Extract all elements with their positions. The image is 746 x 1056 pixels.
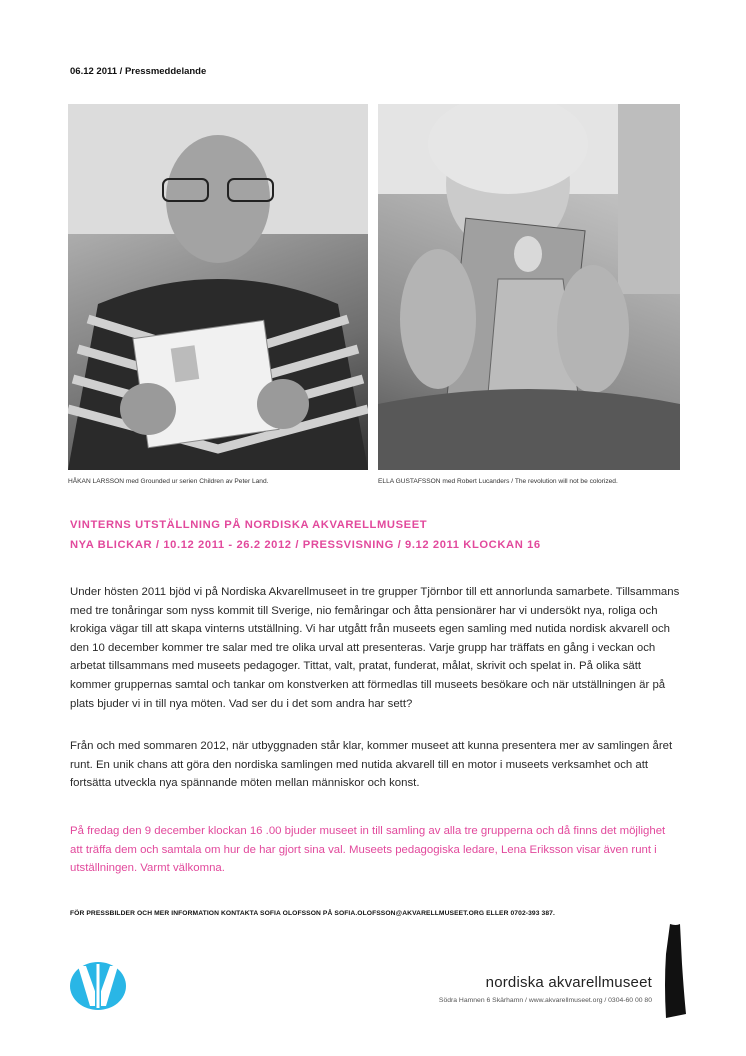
portrait-girl-illustration — [378, 104, 680, 470]
caption-left: HÅKAN LARSSON med Grounded ur serien Children av Peter Land. — [68, 478, 269, 485]
dateline: 06.12 2011 / Pressmeddelande — [70, 66, 207, 77]
address-line: Södra Hamnen 6 Skärhamn / www.akvarellmuseet.org / 0304-60 00 80 — [438, 997, 652, 1004]
brand-name: nordiska akvarellmuseet — [485, 974, 652, 991]
museum-logo-icon — [68, 960, 128, 1012]
portrait-man-illustration — [68, 104, 368, 470]
body-paragraph-1: Under hösten 2011 bjöd vi på Nordiska Akvarellmuseet in tre grupper Tjörnbor till ett annorlunda samarbete. Tillsammans med tre tonåringar som nyss kommit till Sverige, nio femåringar och åtta pensionärer har vi undersökt nya, roliga och krokiga vägar till att skapa vinterns utställning. Vi har utgått från museets egen samling med nutida nordisk akvarell och den 10 december kommer tre salar med tre olika urval att presenteras. Varje grupp har träffats en gång i veckan och arbetat tillsammans med museets pedagoger. Tittat, valt, pratat, funderat, målat, skrivit och spelat in. På olika sätt kommer gruppernas samtal och tankar om konstverken att förmedlas till museets besökare och när utställningen är på plats bjuder vi in till nya möten. Vad ser du i det som andra har sett? — [70, 586, 680, 710]
caption-right: ELLA GUSTAFSSON med Robert Lucanders / The revolution will not be colorized. — [378, 478, 618, 485]
photo-hakan-larsson — [68, 104, 368, 470]
contact-info: FÖR PRESSBILDER OCH MER INFORMATION KONTAKTA SOFIA OLOFSSON PÅ SOFIA.OLOFSSON@AKVARELLMUSEET.ORG ELLER 0702-393 387. — [70, 910, 555, 917]
headline-subtitle: NYA BLICKAR / 10.12 2011 - 26.2 2012 / PRESSVISNING / 9.12 2011 KLOCKAN 16 — [70, 539, 541, 551]
brush-stroke-icon — [660, 924, 690, 1018]
photo-ella-gustafsson — [378, 104, 680, 470]
body-paragraph-3: På fredag den 9 december klockan 16 .00 bjuder museet in till samling av alla tre grupperna och då finns det möjlighet att träffa dem och samtala om hur de har gjort sina val. Museets pedagogiska ledare, Lena Eriksson visar även runt i utställningen. Varmt välkomna. — [70, 825, 666, 875]
body-paragraph-2: Från och med sommaren 2012, när utbyggnaden står klar, kommer museet att kunna presentera mer av samlingen året runt. En unik chans att göra den nordiska samlingen med nutida akvarell till en motor i museets verksamhet och att fortsätta utveckla nya spännande möten mellan människor och konst. — [70, 740, 673, 790]
headline-title: VINTERNS UTSTÄLLNING PÅ NORDISKA AKVARELLMUSEET — [70, 519, 428, 531]
